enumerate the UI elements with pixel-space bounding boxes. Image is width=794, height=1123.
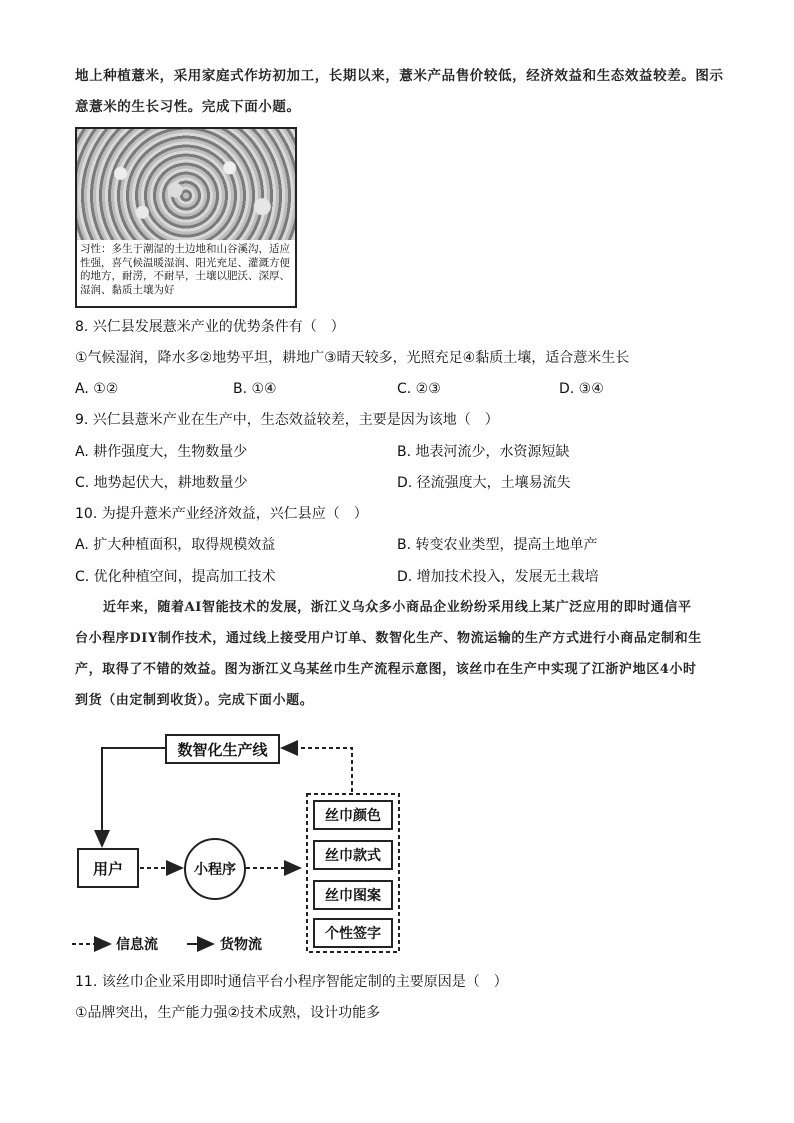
scarf-production-flow-diagram — [70, 728, 410, 953]
option-scarf-style: 丝巾款式 — [313, 840, 393, 870]
q9-option-b[interactable]: B. 地表河流少，水资源短缺 — [397, 444, 570, 460]
intro-line-1: 地上种植薏米，采用家庭式作坊初加工，长期以来，薏米产品售价较低，经济效益和生态效益较差。图示 — [75, 68, 724, 84]
growth-habit-caption: 习性：多生于潮湿的土边地和山谷溪沟，适应性强，喜气候温暖湿润、阳光充足、灌溉方便的地方，耐涝，不耐旱，土壤以肥沃、深厚、湿润、黏质土壤为好 — [80, 243, 290, 296]
legend-goods-label: 货物流 — [220, 937, 262, 953]
q8-stem: 8. 兴仁县发展薏米产业的优势条件有（ ） — [75, 319, 345, 335]
intro-line-2: 意薏米的生长习性。完成下面小题。 — [75, 99, 301, 115]
goods-flow-arrow — [102, 748, 165, 846]
option-scarf-color: 丝巾颜色 — [313, 800, 393, 830]
q11-stem: 11. 该丝巾企业采用即时通信平台小程序智能定制的主要原因是（ ） — [75, 974, 508, 990]
q10-option-d[interactable]: D. 增加技术投入，发展无土栽培 — [397, 569, 599, 585]
q11-items: ①品牌突出，生产能力强②技术成熟，设计功能多 — [75, 1005, 381, 1021]
mini-program-circle: 小程序 — [184, 838, 246, 900]
q8-option-b[interactable]: B. ①④ — [233, 381, 277, 397]
q10-option-a[interactable]: A. 扩大种植面积，取得规模效益 — [75, 537, 276, 553]
q9-option-a[interactable]: A. 耕作强度大，生物数量少 — [75, 444, 248, 460]
q8-items: ①气候湿润，降水多②地势平坦，耕地广③晴天较多，光照充足④黏质土壤，适合薏米生长 — [75, 350, 630, 366]
info-flow-options-to-line — [282, 748, 352, 792]
passage2-line-1: 近年来，随着AI智能技术的发展，浙江义乌众多小商品企业纷纷采用线上某广泛应用的即时通信平 — [103, 600, 692, 615]
production-line-box: 数智化生产线 — [165, 734, 280, 764]
q8-option-c[interactable]: C. ②③ — [397, 381, 441, 397]
q8-option-a[interactable]: A. ①② — [75, 381, 119, 397]
q9-option-d[interactable]: D. 径流强度大，土壤易流失 — [397, 475, 571, 491]
q10-option-c[interactable]: C. 优化种植空间，提高加工技术 — [75, 569, 276, 585]
passage2-line-4: 到货（由定制到收货）。完成下面小题。 — [75, 693, 314, 708]
option-scarf-pattern: 丝巾图案 — [313, 880, 393, 910]
q9-option-c[interactable]: C. 地势起伏大，耕地数量少 — [75, 475, 248, 491]
option-personal-signature: 个性签字 — [313, 918, 393, 948]
coix-seed-photo — [77, 129, 295, 240]
legend-info-label: 信息流 — [116, 937, 158, 953]
q10-option-b[interactable]: B. 转变农业类型，提高土地单产 — [397, 537, 598, 553]
q8-option-d[interactable]: D. ③④ — [559, 381, 604, 397]
coix-seed-figure — [75, 127, 297, 308]
passage2-line-2: 台小程序DIY制作技术，通过线上接受用户订单、数智化生产、物流运输的生产方式进行小商品定制和生 — [75, 631, 702, 646]
q10-stem: 10. 为提升薏米产业经济效益，兴仁县应（ ） — [75, 506, 368, 522]
q9-stem: 9. 兴仁县薏米产业在生产中，生态效益较差，主要是因为该地（ ） — [75, 412, 499, 428]
passage2-line-3: 产，取得了不错的效益。图为浙江义乌某丝巾生产流程示意图，该丝巾在生产中实现了江浙沪地区4小时 — [75, 662, 697, 677]
user-box: 用户 — [77, 848, 139, 888]
